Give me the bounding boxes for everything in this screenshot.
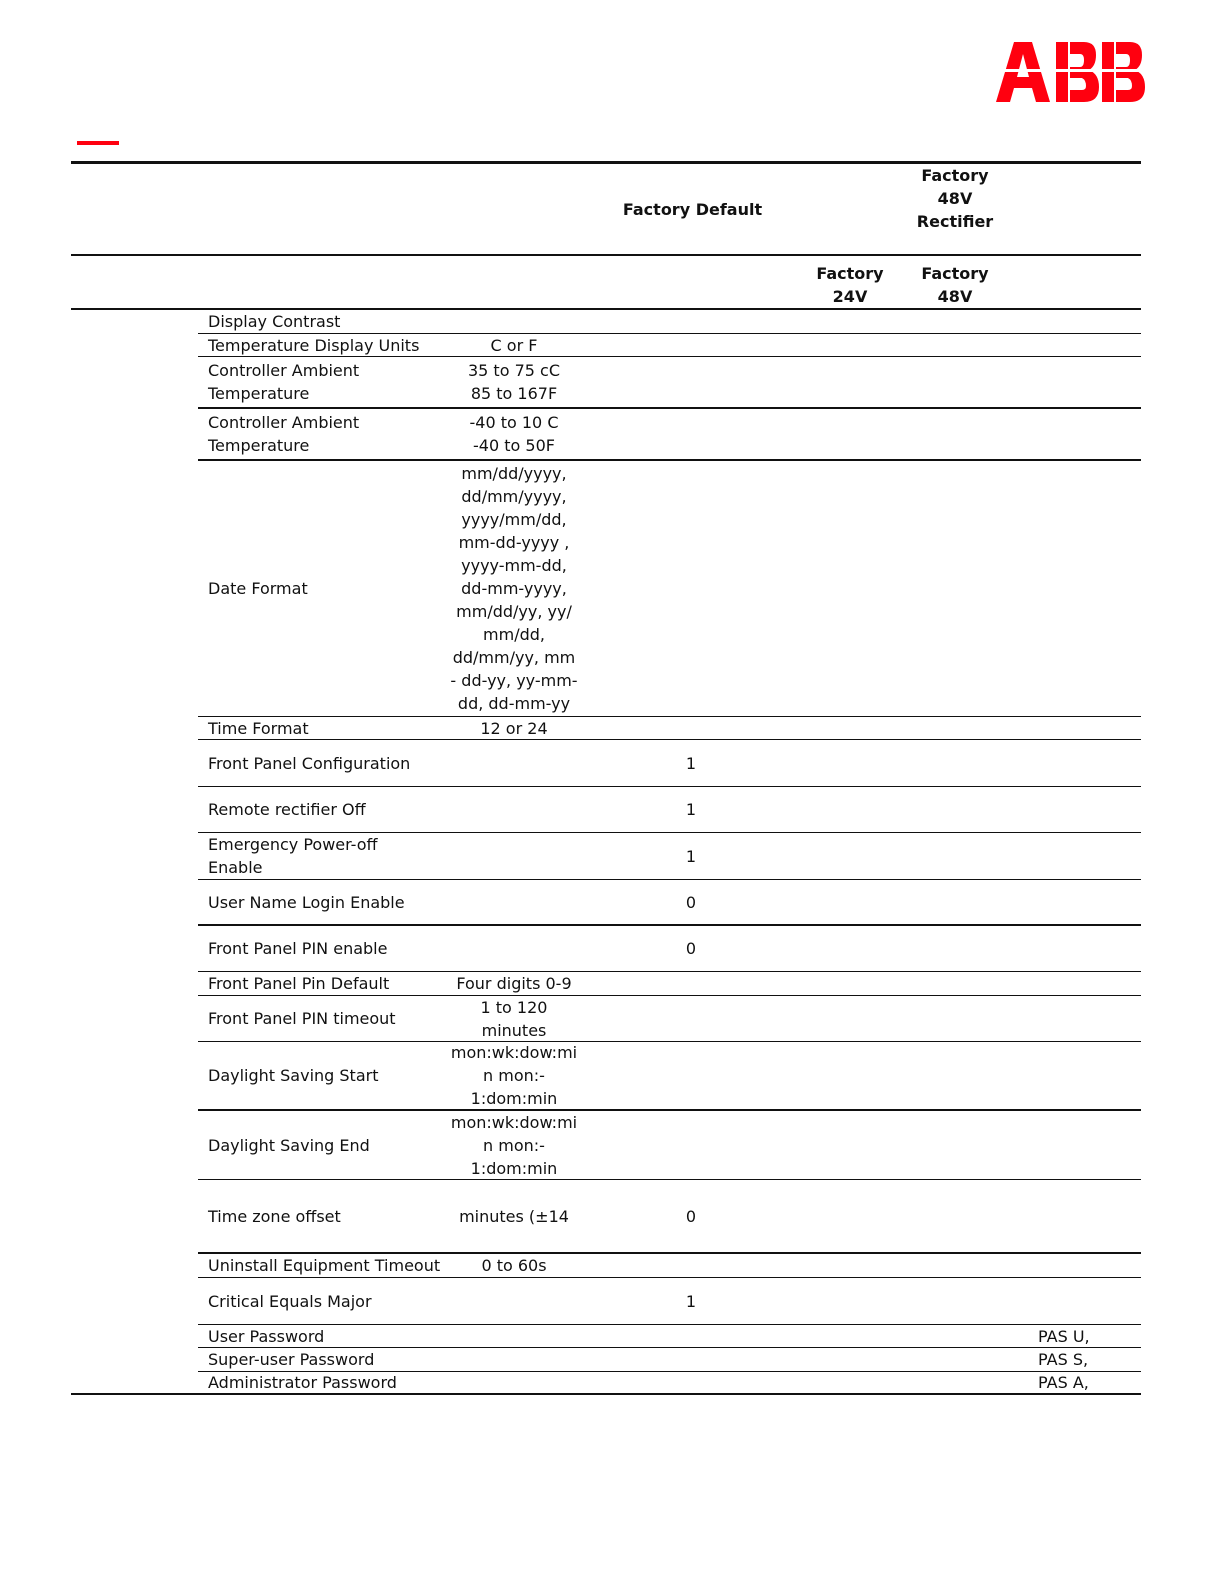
parameter-cell-line: Critical Equals Major bbox=[208, 1291, 372, 1311]
parameter-cell bbox=[208, 1325, 448, 1347]
parameter-cell-line: Remote rectifier Off bbox=[208, 800, 366, 819]
table-bottom-rule bbox=[71, 1393, 1141, 1395]
table-row bbox=[198, 310, 1141, 334]
parameter-cell-line: Administrator Password bbox=[208, 1373, 397, 1392]
range-cell-line: n mon:- bbox=[483, 1135, 545, 1155]
range-cell-line: -40 to 10 C bbox=[469, 413, 559, 432]
range-cell bbox=[440, 1111, 588, 1179]
range-cell bbox=[440, 409, 588, 459]
range-cell bbox=[440, 996, 588, 1041]
parameter-cell-line: Temperature bbox=[208, 436, 310, 455]
header-rule bbox=[71, 254, 1141, 256]
parameter-cell bbox=[208, 461, 448, 716]
parameter-cell-line: Emergency Power-off bbox=[208, 835, 378, 854]
range-cell-line: mm/dd, bbox=[483, 625, 545, 644]
password-value-cell: PAS A, bbox=[1038, 1373, 1089, 1392]
range-cell-line: mon:wk:dow:mi bbox=[450, 1112, 578, 1132]
password-value-cell: PAS S, bbox=[1038, 1350, 1089, 1369]
range-cell-line: dd, dd-mm-yy bbox=[457, 694, 571, 713]
parameter-cell bbox=[208, 1348, 448, 1371]
parameter-cell-line: Temperature Display Units bbox=[208, 335, 420, 355]
parameter-cell-line: Daylight Saving End bbox=[208, 1135, 370, 1155]
parameter-cell bbox=[208, 996, 448, 1041]
range-cell-line: C or F bbox=[490, 335, 538, 355]
parameter-cell-line: Uninstall Equipment Timeout bbox=[208, 1256, 441, 1275]
parameter-cell bbox=[208, 740, 448, 786]
range-cell bbox=[440, 972, 588, 995]
factory-default-cell: 1 bbox=[685, 753, 697, 773]
range-cell-line: n mon:- bbox=[483, 1066, 545, 1085]
parameter-cell-line: Time Format bbox=[208, 718, 309, 738]
range-cell-line: 1:dom:min bbox=[470, 1089, 558, 1108]
table-row bbox=[198, 1042, 1141, 1111]
parameter-cell-line: Super-user Password bbox=[208, 1350, 375, 1369]
parameter-cell bbox=[208, 357, 448, 407]
range-cell-line: yyyy/mm/dd, bbox=[461, 510, 567, 529]
range-cell-line: dd-mm-yyyy, bbox=[461, 579, 567, 598]
parameter-cell-line: Daylight Saving Start bbox=[208, 1066, 379, 1085]
parameter-cell bbox=[208, 972, 448, 995]
header-factory-48v-rectifier: Factory 48V Rectifier bbox=[916, 166, 994, 231]
parameter-cell bbox=[208, 1180, 448, 1252]
table-row bbox=[198, 1372, 1141, 1394]
range-cell bbox=[440, 461, 588, 716]
table-row bbox=[198, 1348, 1141, 1372]
range-cell-line: 85 to 167F bbox=[470, 384, 558, 403]
range-cell-line: minutes (±14 bbox=[459, 1206, 569, 1226]
table-row bbox=[198, 409, 1141, 461]
range-cell bbox=[440, 334, 588, 356]
parameter-cell-line: Controller Ambient bbox=[208, 413, 360, 432]
factory-default-cell: 1 bbox=[685, 1291, 697, 1311]
parameter-cell-line: User Password bbox=[208, 1326, 325, 1346]
range-cell-line: 0 to 60s bbox=[481, 1256, 547, 1275]
parameter-cell bbox=[208, 833, 448, 879]
parameter-cell bbox=[208, 409, 448, 459]
factory-default-cell: 0 bbox=[685, 939, 697, 958]
factory-default-cell: 1 bbox=[685, 846, 697, 866]
parameter-cell bbox=[208, 1254, 448, 1277]
parameter-cell bbox=[208, 717, 448, 739]
range-cell-line: 1 to 120 bbox=[480, 997, 548, 1017]
table-row bbox=[198, 972, 1141, 996]
parameter-cell bbox=[208, 310, 448, 333]
factory-default-cell: 0 bbox=[685, 892, 697, 912]
range-cell-line: mm-dd-yyyy , bbox=[458, 533, 570, 552]
range-cell-line: 35 to 75 cC bbox=[467, 361, 560, 380]
table-row bbox=[198, 717, 1141, 740]
header-factory-48v: Factory 48V bbox=[921, 264, 989, 306]
table-row bbox=[198, 787, 1141, 833]
range-cell-line: yyyy-mm-dd, bbox=[461, 556, 567, 575]
table-row bbox=[198, 833, 1141, 880]
table-row bbox=[198, 357, 1141, 409]
factory-default-cell: 0 bbox=[685, 1206, 697, 1226]
range-cell-line: -40 to 50F bbox=[473, 436, 555, 455]
range-cell bbox=[440, 1254, 588, 1277]
range-cell-line: dd/mm/yy, mm bbox=[452, 648, 576, 667]
range-cell-line: dd/mm/yyyy, bbox=[461, 487, 567, 506]
header-factory-default: Factory Default bbox=[622, 200, 763, 219]
range-cell-line: 1:dom:min bbox=[470, 1158, 558, 1178]
parameter-cell bbox=[208, 1042, 448, 1109]
range-cell-line: mon:wk:dow:mi bbox=[450, 1043, 578, 1062]
parameter-cell-line: Display Contrast bbox=[208, 312, 341, 331]
range-cell bbox=[440, 1042, 588, 1109]
parameter-cell-line: Front Panel Configuration bbox=[208, 753, 411, 773]
range-cell-line: - dd-yy, yy-mm- bbox=[450, 671, 578, 690]
parameter-cell bbox=[208, 334, 448, 356]
factory-default-cell: 1 bbox=[685, 800, 697, 819]
table-row bbox=[198, 740, 1141, 787]
parameter-cell-line: Enable bbox=[208, 858, 263, 877]
parameter-cell-line: Date Format bbox=[208, 579, 308, 598]
parameter-cell bbox=[208, 1278, 448, 1324]
parameter-cell bbox=[208, 1372, 448, 1393]
parameter-cell bbox=[208, 787, 448, 832]
range-cell-line: minutes bbox=[481, 1020, 547, 1040]
range-cell-line: 12 or 24 bbox=[480, 718, 548, 738]
range-cell-line: Four digits 0-9 bbox=[456, 974, 572, 993]
table-row bbox=[198, 996, 1141, 1042]
table-row bbox=[198, 334, 1141, 357]
parameter-cell-line: Front Panel PIN timeout bbox=[208, 1009, 396, 1028]
range-cell bbox=[440, 357, 588, 407]
range-cell bbox=[440, 717, 588, 739]
abb-logo bbox=[996, 42, 1154, 102]
table-row bbox=[198, 1278, 1141, 1325]
accent-bar bbox=[77, 141, 119, 145]
parameter-cell-line: Temperature bbox=[208, 384, 310, 403]
parameter-cell bbox=[208, 1111, 448, 1179]
table-row bbox=[198, 1180, 1141, 1254]
table-row bbox=[198, 1111, 1141, 1180]
password-value-cell: PAS U, bbox=[1038, 1326, 1090, 1346]
range-cell-line: mm/dd/yy, yy/ bbox=[456, 602, 572, 621]
parameter-cell-line: Time zone offset bbox=[208, 1206, 341, 1226]
range-cell bbox=[440, 1180, 588, 1252]
table-row bbox=[198, 880, 1141, 926]
parameter-cell-line: Controller Ambient bbox=[208, 361, 360, 380]
parameter-cell-line: User Name Login Enable bbox=[208, 892, 405, 912]
header-factory-24v: Factory 24V bbox=[816, 264, 884, 306]
parameter-cell-line: Front Panel PIN enable bbox=[208, 939, 388, 958]
parameter-cell bbox=[208, 880, 448, 924]
table-row bbox=[198, 461, 1141, 717]
parameter-cell bbox=[208, 926, 448, 971]
table-row bbox=[198, 1254, 1141, 1278]
range-cell-line: mm/dd/yyyy, bbox=[461, 464, 567, 483]
parameter-cell-line: Front Panel Pin Default bbox=[208, 974, 390, 993]
table-row bbox=[198, 1325, 1141, 1348]
table-row bbox=[198, 926, 1141, 972]
